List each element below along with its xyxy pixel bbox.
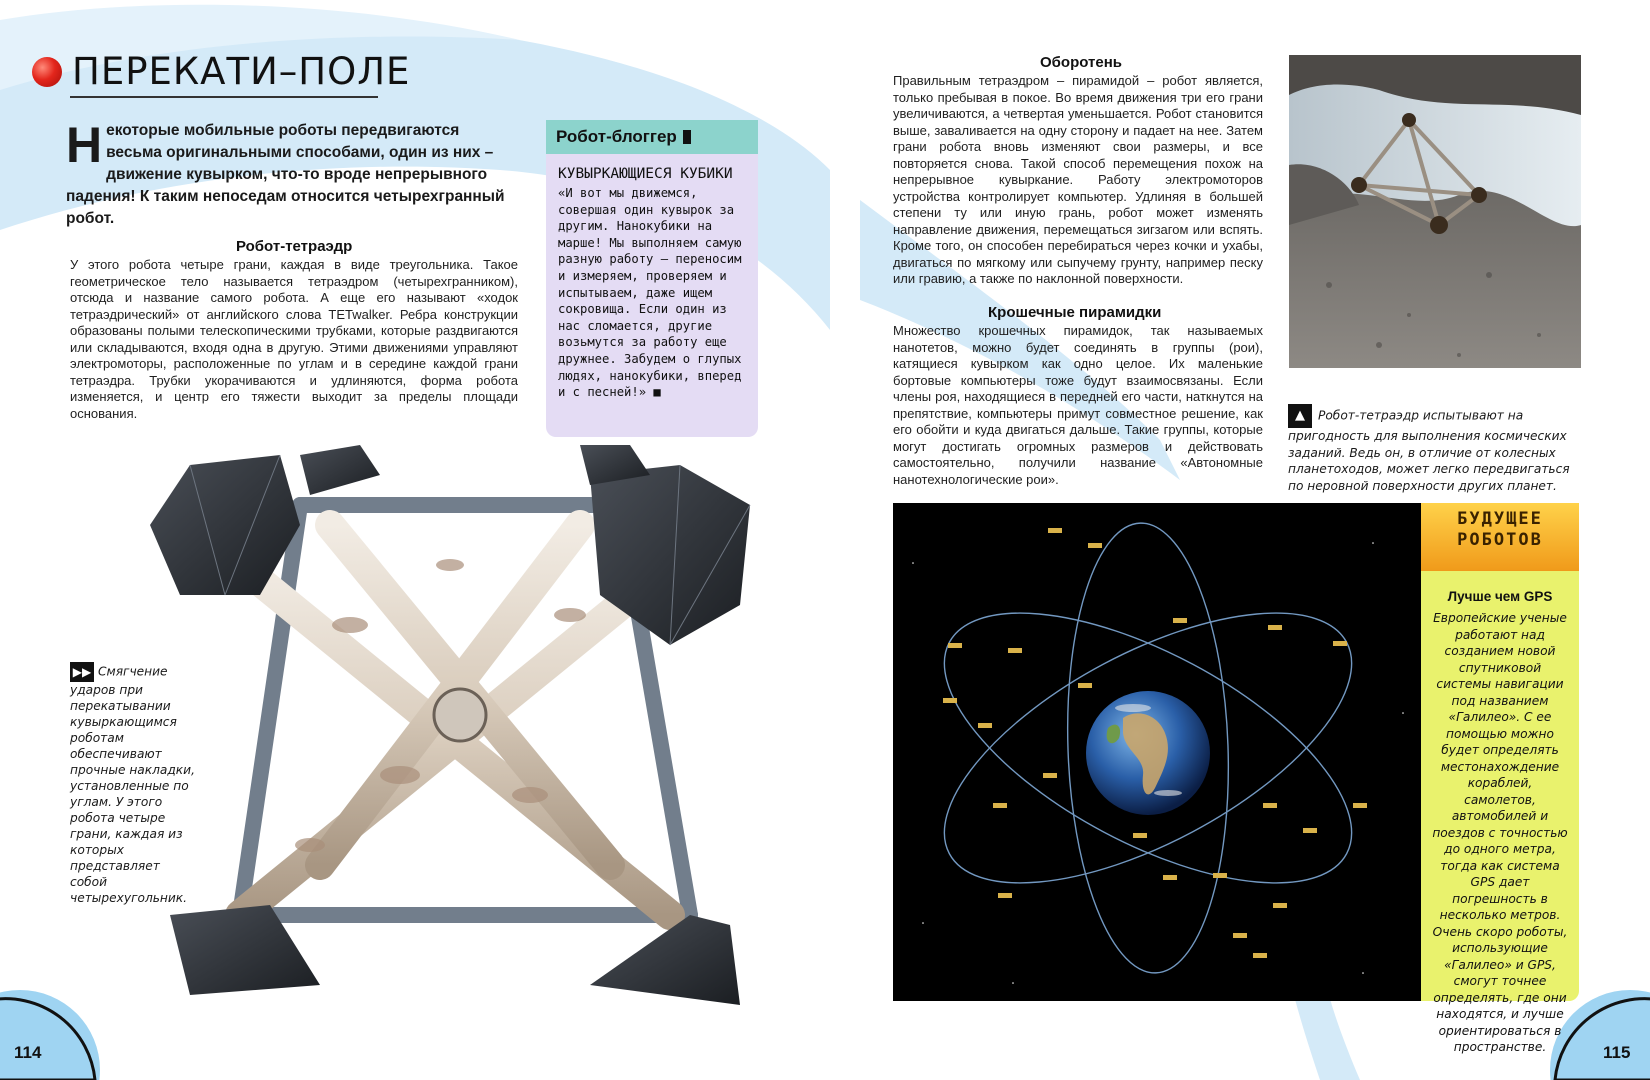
page-number-left: 114: [14, 1043, 42, 1062]
page-title: ПЕРЕКАТИ–ПОЛЕ: [72, 50, 411, 93]
future-robots-header: [1421, 503, 1579, 571]
blogger-subtitle: КУВЫРКАЮЩИЕСЯ КУБИКИ: [558, 166, 733, 182]
section-title-werewolf: Оборотень: [1040, 54, 1123, 71]
caption-left: [70, 662, 195, 906]
section-title-tetrahedron: Робот-тетраэдр: [236, 238, 353, 255]
arrow-up-icon: ▲: [1288, 404, 1312, 428]
intro-paragraph: [66, 117, 516, 230]
fast-forward-icon: ▶▶: [70, 662, 94, 682]
intro-text: екоторые мобильные роботы передвигаются весьма оригинальными способами, один из них – движение кувырком, что-то вроде непрерывного падения! К таким непоседам относится четырехгранный робот.: [66, 122, 505, 227]
section-title-pyramids: Крошечные пирамидки: [988, 304, 1162, 321]
future-robots-box: [1421, 503, 1579, 1054]
page-title-block: [32, 50, 410, 93]
page-corner-left: [0, 990, 100, 1080]
section-text-tetrahedron: У этого робота четыре грани, каждая в виде треугольника. Такое геометрическое тело называется тетраэдром (четырехгранником), отсюда и название самого робота. А еще его называют «ходок тетраэдрический» от английского слова TETwalker. Ребра конструкции образованы полыми телескопическими трубками, которые раздвигаются или складываются, входя одна в другую. Этими движениями управляют электромоторы, расположенные по углам и в середине каждой грани тетраэдра. Трубки укорачиваются и удлиняются, форма робота изменяется, и центр его тяжести выходит за пределы площади основания.: [70, 257, 518, 421]
intro-dropcap: Н: [66, 117, 103, 173]
photo-caption-text: Робот-тетраэдр испытывают на пригодность для выполнения космических заданий. Ведь он, в отличие от колесных планетоходов, может легко передвигаться по неровной поверхности других планет.: [1288, 408, 1570, 493]
page-number-right: 115: [1603, 1043, 1631, 1062]
tetrahedron-robot-photo: [1289, 55, 1581, 368]
blogger-header: [546, 120, 758, 154]
blogger-box: [546, 120, 758, 437]
future-header-line1: БУДУЩЕЕ: [1457, 509, 1543, 529]
red-ball-icon: [32, 57, 62, 87]
blogger-text: «И вот мы движемся, совершая один кувырок за другим. Нанокубики на марше! Мы выполняем самую разную работу – переносим и измеряем, проверяем и испытываем, даже ищем сокровища. Если один из нас сломается, другие возьмутся за работу еще дружнее. Забудем о глупых людях, нанокубики, вперед и с песней!» ■: [558, 186, 742, 400]
photo-caption: [1288, 404, 1588, 494]
blogger-header-label: Робот-блоггер: [556, 127, 677, 146]
section-text-pyramids: Множество крошечных пирамидок, так называемых нанотетов, можно будет соединять в группы (рои), катящиеся кувырком как одно целое. Их маленькие бортовые компьютеры тоже будут взаимосвязаны. Если члены роя, находящиеся в передней его части, наткнутся на препятствие, компьютеры примут совместное решение, как его обойти и куда двигаться дальше. Такие группы, которые могут достигать огромных размеров и действовать самостоятельно, получили название «Автономные нанотехнологические рои».: [893, 323, 1263, 487]
rolling-robot-illustration: [150, 445, 775, 1015]
future-text: Европейские ученые работают над созданием новой спутниковой системы навигации под названием «Галилео». С ее помощью можно будет определять местонахождение кораблей, самолетов, автомобилей и поездов с точностью до одного метра, тогда как система GPS дает погрешность в несколько метров. Очень скоро роботы, использующие «Галилео» и GPS, смогут точнее определять, где они находятся, и лучше ориентироваться в пространстве.: [1432, 611, 1568, 1054]
satellite-orbits-illustration: [893, 503, 1421, 1001]
title-underline: [70, 96, 378, 98]
caption-left-text: Смягчение ударов при перекатывании кувыркающимся роботам обеспечивают прочные накладки, установленные по углам. У этого робота четыре грани, каждая из которых представляет собой четырехугольник.: [70, 664, 195, 905]
future-header-line2: РОБОТОВ: [1457, 530, 1543, 550]
future-title: Лучше чем GPS: [1447, 589, 1553, 604]
square-icon: [683, 130, 691, 144]
section-text-werewolf: Правильным тетраэдром – пирамидой – робот является, только пребывая в покое. Во время движения три его грани увеличиваются, а четвертая уменьшается. Робот становится выше, заваливается на одну сторону и падает на нее. Затем грани робота вновь изменяют свои размеры, и все повторяется снова. Такой способ перемещения похож на непрерывное кувыркание. Работу электромоторов устройства контролирует компьютер. Удлиняя в большей степени ту или иную грань, робот может изменять направление движения, перемещаться зигзагом или вспять. Кроме того, он способен перебираться через кочки и ухабы, двигаться по мягкому или сыпучему грунту, например песку или гравию, а также по наклонной поверхности.: [893, 73, 1263, 286]
